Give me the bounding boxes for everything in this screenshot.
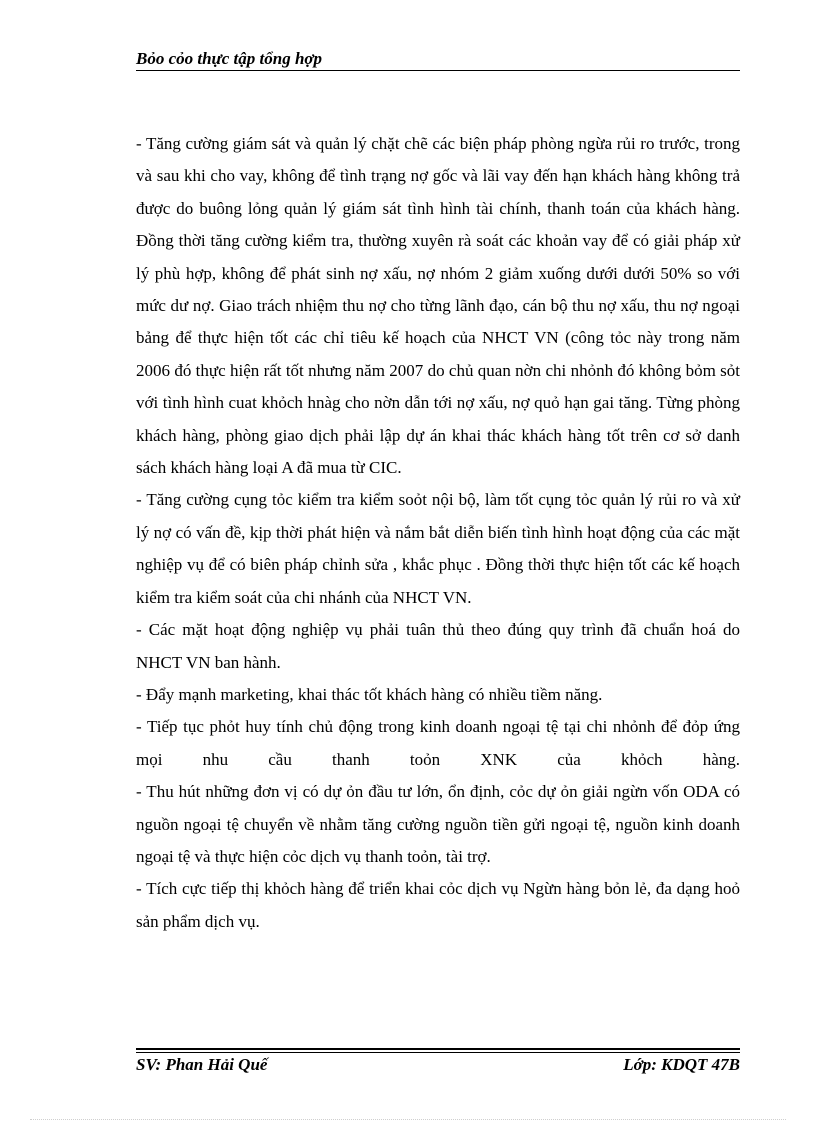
paragraph-risk-monitoring: - Tăng cường giám sát và quản lý chặt chẽ các biện pháp phòng ngừa rủi ro trước, trong và sau khi cho vay, không để tình trạng nợ gốc và lãi vay đến hạn khách hàng không trả được do buông lỏng quản lý giám sát tình hình tài chính, thanh toán của khách hàng. Đồng thời tăng cường kiểm tra, thường xuyên rà soát các khoản vay để có giải pháp xử lý phù hợp, không để phát sinh nợ xấu, nợ nhóm 2 giảm xuống dưới dưới 50% so với mức dư nợ. Giao trách nhiệm thu nợ cho từng lãnh đạo, cán bộ thu nợ xấu, thu nợ ngoại bảng để thực hiện tốt các chỉ tiêu kế hoạch của NHCT VN (công tỏc này trong năm 2006 đó thực hiện rất tốt nhưng năm 2007 do chủ quan nờn chi nhỏnh đó không bỏm sỏt với tình hình cuat khỏch hnàg cho nờn dẫn tới nợ xấu, nợ quỏ hạn gai tăng. Từng phòng khách hàng, phòng giao dịch phải lập dự án khai thác khách hàng tốt trên cơ sở danh sách khách hàng loại A đã mua từ CIC. <box>136 134 740 478</box>
page-bottom-edge <box>30 1119 786 1120</box>
header-divider <box>136 70 740 71</box>
paragraph-marketing: - Đẩy mạnh marketing, khai thác tốt khách hàng có nhiều tiềm năng. <box>136 684 603 704</box>
footer-divider-thin <box>136 1052 740 1053</box>
paragraph-investment-units: - Thu hút những đơn vị có dự ỏn đầu tư lớn, ổn định, cỏc dự ỏn giải ngừn vốn ODA có nguồn ngoại tệ chuyển về nhằm tăng cường nguồn tiền gửi ngoại tệ, nguồn kinh doanh ngoại tệ và thực hiện cỏc dịch vụ thanh toỏn, tài trợ. <box>136 782 740 866</box>
paragraph-compliance: - Các mặt hoạt động nghiệp vụ phải tuân thủ theo đúng quy trình đã chuẩn hoá do NHCT VN ban hành. <box>136 620 740 672</box>
paragraph-internal-control: - Tăng cường cụng tỏc kiểm tra kiểm soỏt nội bộ, làm tốt cụng tỏc quản lý rủi ro và xử lý nợ có vấn đề, kịp thời phát hiện và nắm bắt diễn biến tình hình hoạt động của các mặt nghiệp vụ để có biên pháp chỉnh sửa , khắc phục . Đồng thời thực hiện tốt các kế hoạch kiểm tra kiểm soát của chi nhánh của NHCT VN. <box>136 490 740 607</box>
page-header-title: Bỏo cỏo thực tập tổng hợp <box>136 49 323 68</box>
footer-divider-thick <box>136 1048 740 1050</box>
document-body <box>136 128 740 938</box>
footer-class-code: Lớp: KDQT 47B <box>623 1055 740 1074</box>
paragraph-retail-services: - Tích cực tiếp thị khỏch hàng để triển khai cỏc dịch vụ Ngừn hàng bỏn lẻ, đa dạng hoỏ sản phẩm dịch vụ. <box>136 879 740 931</box>
footer-student-name: SV: Phan Hải Quế <box>136 1055 268 1074</box>
paragraph-foreign-currency: - Tiếp tục phỏt huy tính chủ động trong kinh doanh ngoại tệ tại chi nhỏnh để đỏp ứng mọi nhu cầu thanh toỏn XNK của khỏch hàng. <box>136 717 740 769</box>
